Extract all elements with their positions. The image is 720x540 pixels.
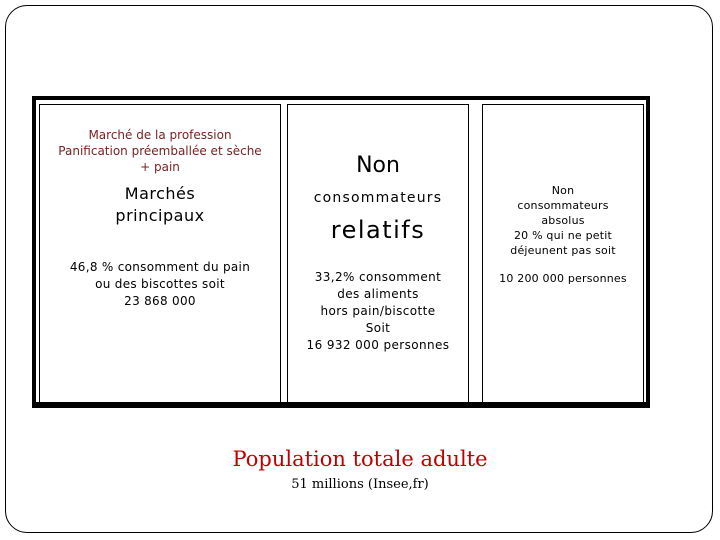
main-markets-stats: 46,8 % consomment du pain ou des biscottes soit 23 868 000: [69, 260, 251, 308]
relative-non-consumers-column: [287, 104, 469, 402]
consommateurs-label: consommateurs: [313, 190, 443, 206]
relative-non-consumers-stats: 33,2% consomment des aliments hors pain/biscotte Soit 16 932 000 personnes: [306, 270, 450, 352]
main-markets-column: [39, 104, 281, 402]
absolute-non-consumers-column: [482, 104, 644, 402]
population-title: Population totale adulte: [232, 447, 488, 471]
non-label: Non: [356, 153, 400, 178]
main-markets-label: Marchés principaux: [115, 184, 205, 225]
absolute-non-consumers-count: 10 200 000 personnes: [499, 272, 627, 285]
relatifs-label: relatifs: [330, 216, 426, 244]
market-title: Marché de la profession Panification préemballée et sèche + pain: [58, 128, 262, 174]
population-subtitle: 51 millions (Insee,fr): [291, 477, 429, 492]
absolute-non-consumers-title: Non consommateurs absolus 20 % qui ne petit déjeunent pas soit: [510, 184, 616, 257]
market-diagram: [32, 96, 650, 408]
